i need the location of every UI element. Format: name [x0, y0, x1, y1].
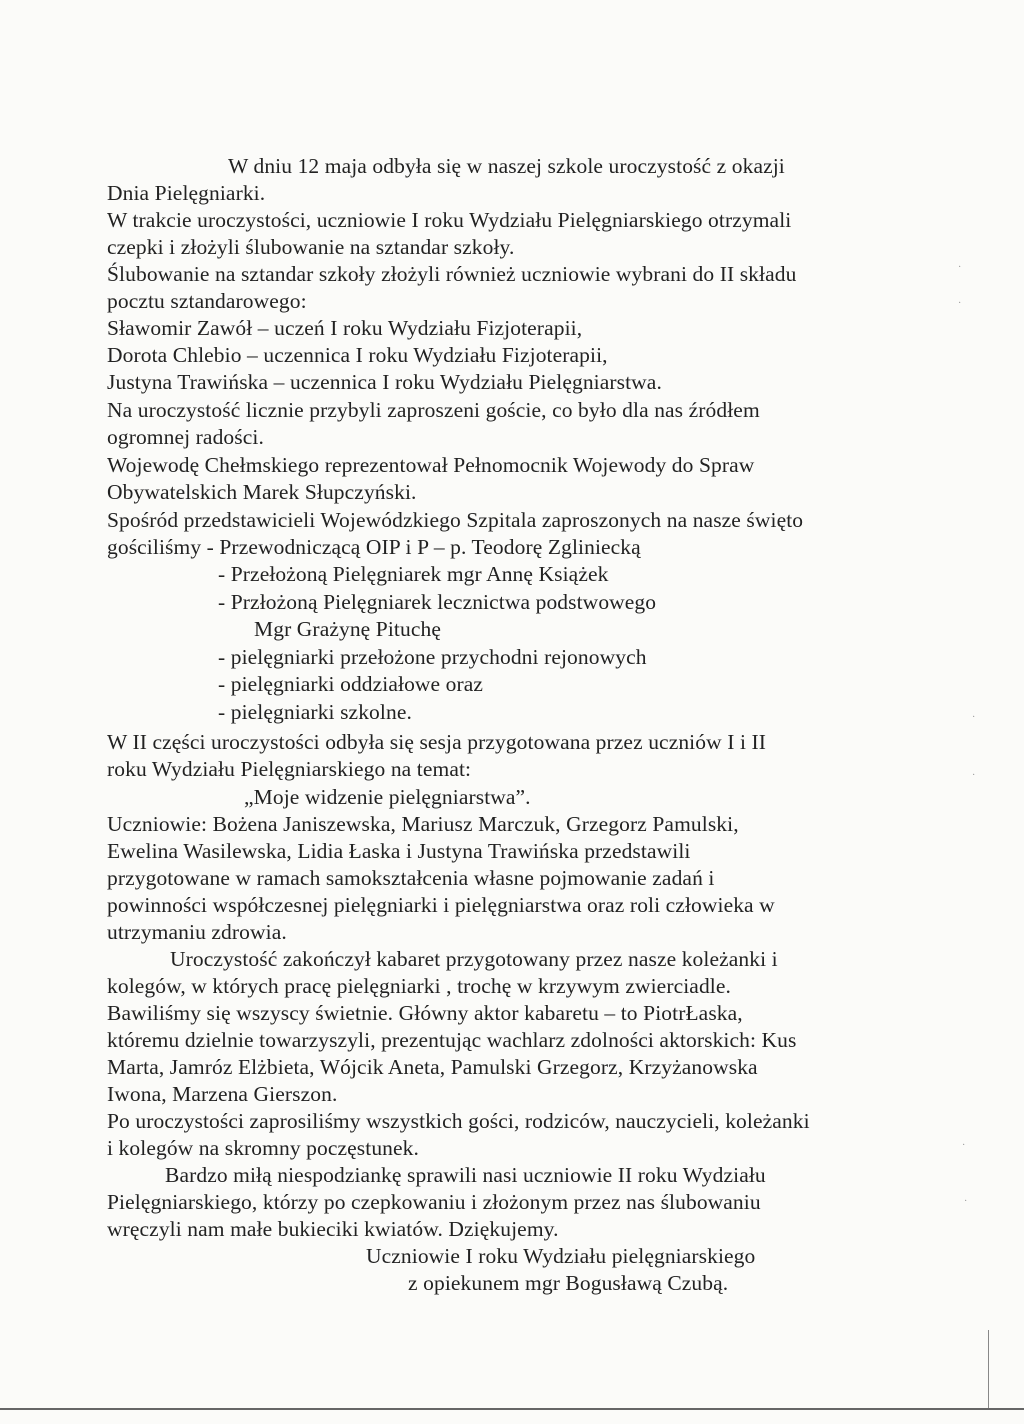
- text-line-36: Po uroczystości zaprosiliśmy wszystkich gości, rodziców, nauczycieli, koleżanki: [107, 1109, 810, 1133]
- text-line-14: Spośród przedstawicieli Wojewódzkiego Szpitala zaproszonych na nasze święto: [107, 508, 804, 532]
- text-line-19: - pielęgniarki przełożone przychodni rejonowych: [218, 645, 647, 669]
- scan-speck: ·: [962, 1140, 966, 1151]
- text-line-10: Na uroczystość licznie przybyli zaproszeni goście, co było dla nas źródłem: [107, 398, 760, 422]
- scan-edge: [988, 1330, 989, 1410]
- text-line-20: - pielęgniarki oddziałowe oraz: [218, 672, 484, 696]
- text-line-12: Wojewodę Chełmskiego reprezentował Pełnomocnik Wojewody do Spraw: [107, 453, 755, 477]
- text-line-11: ogromnej radości.: [107, 425, 264, 449]
- text-line-4: czepki i złożyli ślubowanie na sztandar szkoły.: [107, 235, 515, 259]
- text-line-9: Justyna Trawińska – uczennica I roku Wydziału Pielęgniarstwa.: [107, 370, 662, 394]
- text-line-18: Mgr Grażynę Pituchę: [254, 617, 441, 641]
- text-line-6: pocztu sztandarowego:: [107, 289, 307, 313]
- text-line-29: utrzymaniu zdrowia.: [107, 920, 287, 944]
- text-line-27: przygotowane w ramach samokształcenia własne pojmowanie zadań i: [107, 866, 715, 890]
- signature-line-2: z opiekunem mgr Bogusławą Czubą.: [408, 1271, 729, 1295]
- text-line-39: Pielęgniarskiego, którzy po czepkowaniu i złożonym przez nas ślubowaniu: [107, 1190, 761, 1214]
- text-line-5: Ślubowanie na sztandar szkoły złożyli również uczniowie wybrani do II składu: [107, 262, 797, 286]
- text-line-15: gościliśmy - Przewodniczącą OIP i P – p. Teodorę Zgliniecką: [107, 535, 641, 559]
- scan-edge: [0, 1408, 1024, 1410]
- text-line-7: Sławomir Zawół – uczeń I roku Wydziału Fizjoterapii,: [107, 316, 583, 340]
- text-line-33: któremu dzielnie towarzyszyli, prezentując wachlarz zdolności aktorskich: Kus: [107, 1028, 797, 1052]
- text-line-23: roku Wydziału Pielęgniarskiego na temat:: [107, 757, 472, 781]
- scan-speck: ·: [972, 770, 976, 781]
- text-line-35: Iwona, Marzena Gierszon.: [107, 1082, 338, 1106]
- text-line-3: W trakcie uroczystości, uczniowie I roku Wydziału Pielęgniarskiego otrzymali: [107, 208, 792, 232]
- text-line-1: W dniu 12 maja odbyła się w naszej szkole uroczystość z okazji: [228, 154, 785, 178]
- text-line-34: Marta, Jamróz Elżbieta, Wójcik Aneta, Pamulski Grzegorz, Krzyżanowska: [107, 1055, 758, 1079]
- text-line-32: Bawiliśmy się wszyscy świetnie. Główny aktor kabaretu – to PiotrŁaska,: [107, 1001, 743, 1025]
- text-line-13: Obywatelskich Marek Słupczyński.: [107, 480, 417, 504]
- text-line-24: „Moje widzenie pielęgniarstwa”.: [244, 785, 531, 809]
- scan-speck: ·: [958, 298, 962, 309]
- text-line-28: powinności współczesnej pielęgniarki i pielęgniarstwa oraz roli człowieka w: [107, 893, 775, 917]
- text-line-22: W II części uroczystości odbyła się sesja przygotowana przez uczniów I i II: [107, 730, 767, 754]
- text-line-30: Uroczystość zakończył kabaret przygotowany przez nasze koleżanki i: [170, 947, 778, 971]
- text-line-38: Bardzo miłą niespodziankę sprawili nasi uczniowie II roku Wydziału: [165, 1163, 766, 1187]
- text-line-40: wręczyli nam małe bukieciki kwiatów. Dziękujemy.: [107, 1217, 559, 1241]
- text-line-16: - Przełożoną Pielęgniarek mgr Annę Książek: [218, 562, 609, 586]
- text-line-8: Dorota Chlebio – uczennica I roku Wydziału Fizjoterapii,: [107, 343, 608, 367]
- scan-speck: ·: [958, 262, 962, 273]
- text-line-26: Ewelina Wasilewska, Lidia Łaska i Justyna Trawińska przedstawili: [107, 839, 691, 863]
- text-line-17: - Przłożoną Pielęgniarek lecznictwa podstwowego: [218, 590, 657, 614]
- text-line-25: Uczniowie: Bożena Janiszewska, Mariusz Marczuk, Grzegorz Pamulski,: [107, 812, 739, 836]
- signature-line-1: Uczniowie I roku Wydziału pielęgniarskiego: [366, 1244, 756, 1268]
- text-line-21: - pielęgniarki szkolne.: [218, 700, 412, 724]
- text-line-37: i kolegów na skromny poczęstunek.: [107, 1136, 419, 1160]
- text-line-2: Dnia Pielęgniarki.: [107, 181, 266, 205]
- scan-speck: ·: [964, 1196, 968, 1207]
- scan-speck: ·: [972, 712, 976, 723]
- text-line-31: kolegów, w których pracę pielęgniarki , trochę w krzywym zwierciadle.: [107, 974, 731, 998]
